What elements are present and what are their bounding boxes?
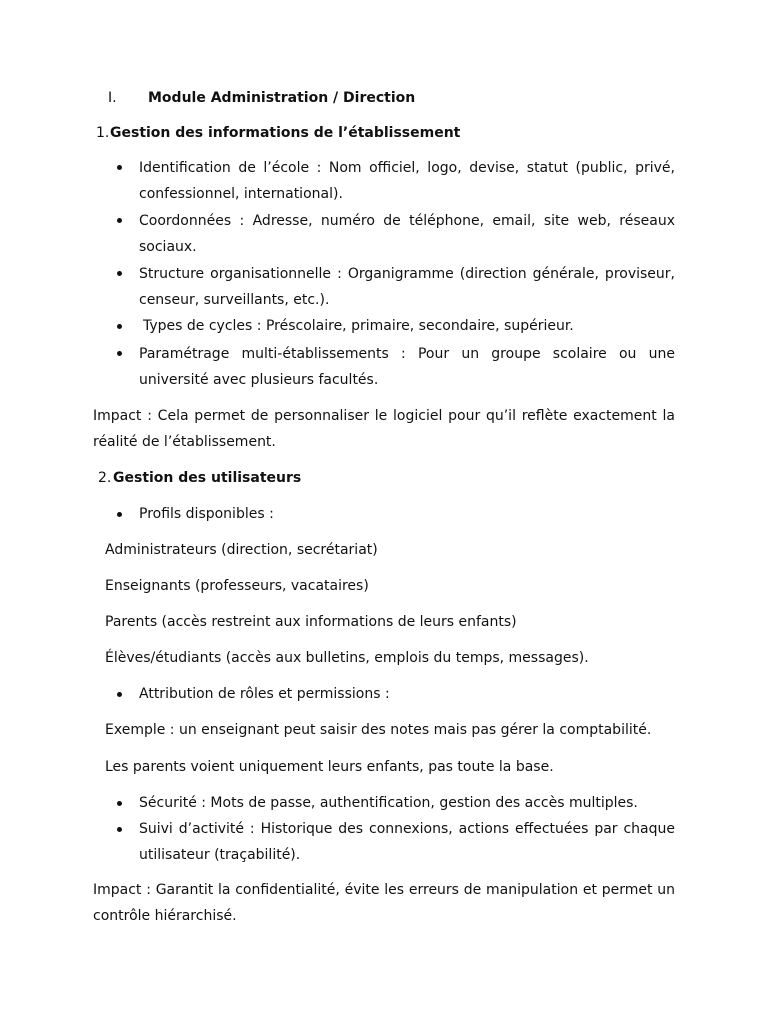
part1-bullet-structure: Structure organisationnelle : Organigramme (direction générale, proviseur, censeur, surveillants, etc.). [139, 266, 675, 308]
part1-impact: Impact : Cela permet de personnaliser le logiciel pour qu’il reflète exactement la réalité de l’établissement. [93, 408, 675, 450]
bullet-dot [117, 512, 122, 517]
bullet-dot [117, 165, 122, 170]
section-numeral: I. [108, 90, 117, 106]
profile-admin: Administrateurs (direction, secrétariat) [105, 542, 378, 558]
bullet-dot [117, 692, 122, 697]
bullet-dot [117, 324, 122, 329]
profile-teachers: Enseignants (professeurs, vacataires) [105, 578, 369, 594]
part2-bullet-profiles: Profils disponibles : [139, 506, 274, 522]
profile-parents: Parents (accès restreint aux informations de leurs enfants) [105, 614, 517, 630]
part2-number: 2. [98, 470, 112, 486]
part1-title: Gestion des informations de l’établissement [110, 125, 461, 141]
section-title: Module Administration / Direction [148, 90, 416, 106]
part2-title: Gestion des utilisateurs [113, 470, 302, 486]
part1-bullet-identification: Identification de l’école : Nom officiel, logo, devise, statut (public, privé, confessionnel, international). [139, 160, 675, 202]
part2-impact: Impact : Garantit la confidentialité, évite les erreurs de manipulation et permet un contrôle hiérarchisé. [93, 882, 675, 924]
roles-example: Exemple : un enseignant peut saisir des notes mais pas gérer la comptabilité. [105, 722, 652, 738]
part2-bullet-security: Sécurité : Mots de passe, authentification, gestion des accès multiples. [139, 795, 638, 811]
roles-parents: Les parents voient uniquement leurs enfants, pas toute la base. [105, 759, 554, 775]
profile-students: Élèves/étudiants (accès aux bulletins, emplois du temps, messages). [105, 650, 589, 666]
part1-bullet-coordonnees: Coordonnées : Adresse, numéro de téléphone, email, site web, réseaux sociaux. [139, 213, 675, 255]
part2-bullet-activity: Suivi d’activité : Historique des connexions, actions effectuées par chaque utilisateur (traçabilité). [139, 821, 675, 863]
part1-bullet-multi: Paramétrage multi-établissements : Pour un groupe scolaire ou une université avec plusieurs facultés. [139, 346, 675, 388]
bullet-dot [117, 271, 122, 276]
part2-bullet-roles: Attribution de rôles et permissions : [139, 686, 390, 702]
part1-number: 1. [96, 125, 110, 141]
part1-bullet-cycles: Types de cycles : Préscolaire, primaire, secondaire, supérieur. [143, 318, 574, 334]
bullet-dot [117, 218, 122, 223]
bullet-dot [117, 351, 122, 356]
bullet-dot [117, 801, 122, 806]
bullet-dot [117, 827, 122, 832]
